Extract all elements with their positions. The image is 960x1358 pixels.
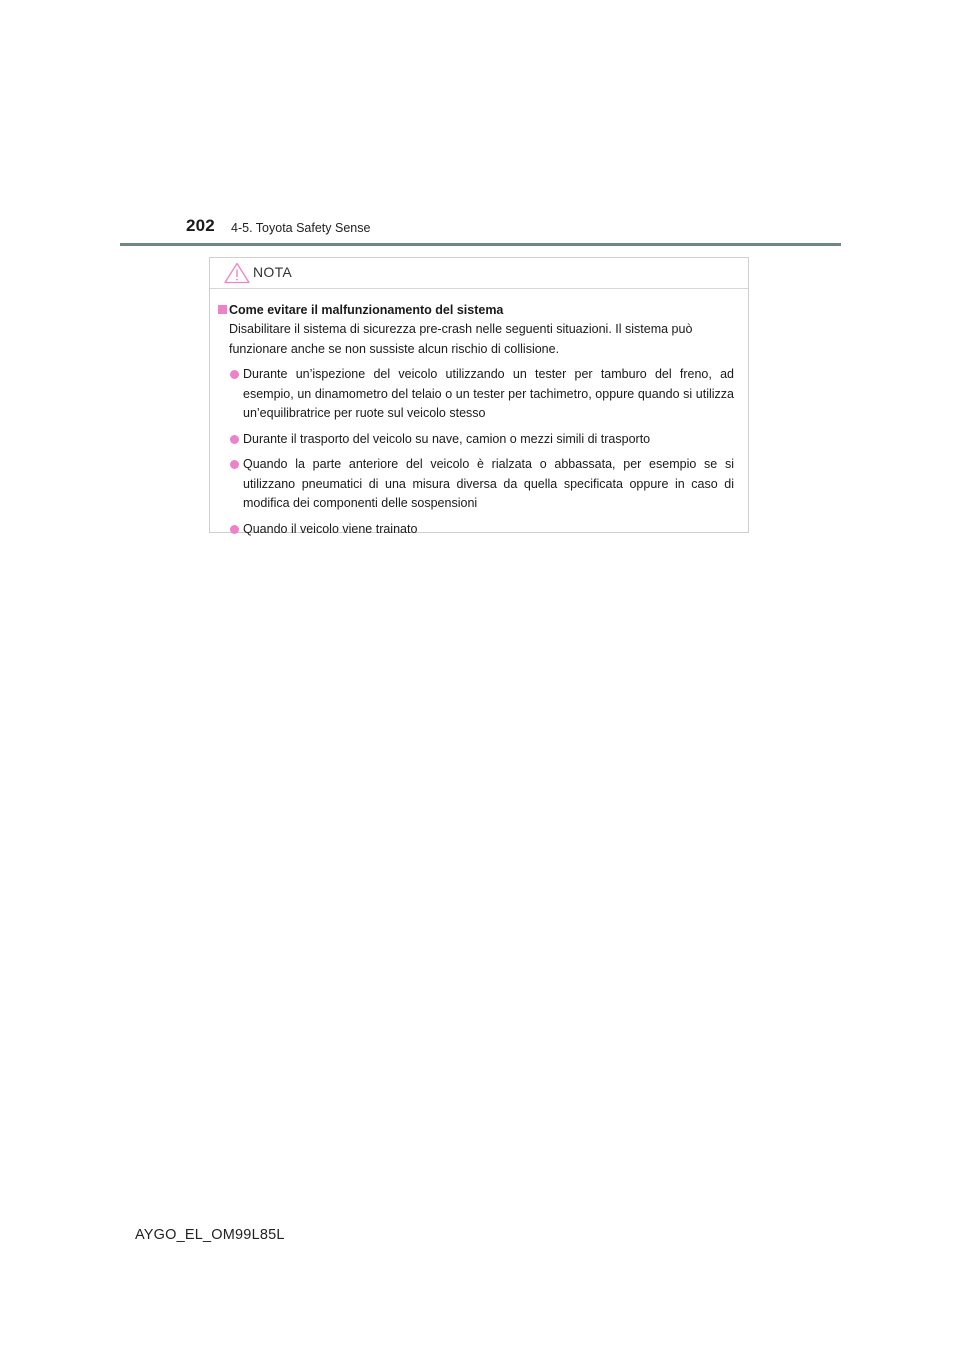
note-box [209,257,749,536]
note-body [210,289,748,539]
bullet-dot-icon [230,525,239,534]
list-item [218,365,740,424]
note-intro: Disabilitare il sistema di sicurezza pre-crash nelle seguenti situazioni. Il sistema può funzionare anche se non sussiste alcun rischio di collisione. [229,322,693,356]
header-divider [120,243,841,246]
warning-triangle-icon [224,262,250,284]
document-code: AYGO_EL_OM99L85L [135,1227,285,1243]
note-label: NOTA [253,264,293,280]
list-item-text: Durante un’ispezione del veicolo utilizzando un tester per tamburo del freno, ad esempio, un dinamometro del telaio o un tester per tachimetro, oppure quando si utilizza un’equilibratrice per ruote sul veicolo stesso [243,367,734,420]
square-bullet-icon [218,305,227,314]
bullet-dot-icon [230,435,239,444]
note-header [210,258,748,289]
list-item [218,430,740,450]
list-item-text: Durante il trasporto del veicolo su nave, camion o mezzi simili di trasporto [243,431,651,446]
list-item-text: Quando il veicolo viene trainato [243,521,418,536]
bullet-dot-icon [230,460,239,469]
note-topic [218,301,740,319]
note-topic-text: Come evitare il malfunzionamento del sistema [229,303,504,317]
list-item-text: Quando la parte anteriore del veicolo è rialzata o abbassata, per esempio se si utilizzano pneumatici di una misura diversa da quella specificata oppure in caso di modifica dei componenti delle sospensioni [243,457,734,510]
page-number: 202 [186,216,215,235]
bullet-dot-icon [230,370,239,379]
list-item [218,455,740,514]
list-item [218,520,740,540]
section-title: 4-5. Toyota Safety Sense [231,221,371,235]
